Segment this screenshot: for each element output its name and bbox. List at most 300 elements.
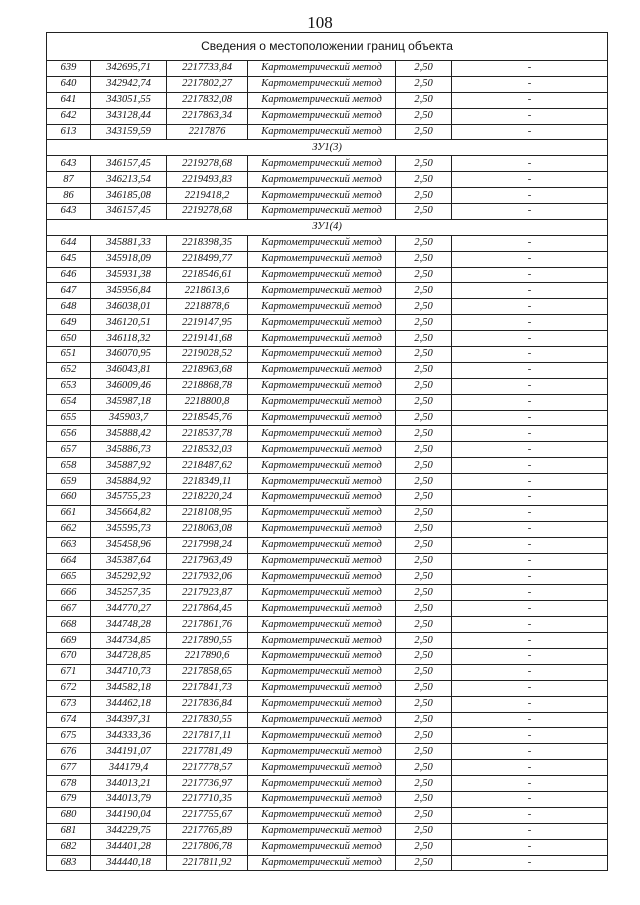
table-row xyxy=(47,474,608,490)
y-coordinate-cell: 2217781,49 xyxy=(167,744,248,760)
extra-cell: - xyxy=(452,299,608,315)
point-number-cell: 672 xyxy=(47,680,91,696)
x-coordinate-cell: 346009,46 xyxy=(91,378,167,394)
extra-cell: - xyxy=(452,839,608,855)
page-number: 108 xyxy=(307,13,333,32)
method-cell: Картометрический метод xyxy=(248,712,396,728)
method-cell: Картометрический метод xyxy=(248,696,396,712)
method-cell: Картометрический метод xyxy=(248,585,396,601)
y-coordinate-cell: 2219147,95 xyxy=(167,315,248,331)
extra-cell: - xyxy=(452,92,608,108)
x-coordinate-cell: 342942,74 xyxy=(91,76,167,92)
accuracy-cell: 2,50 xyxy=(396,188,452,204)
point-number-cell: 670 xyxy=(47,648,91,664)
y-coordinate-cell: 2217832,08 xyxy=(167,92,248,108)
method-cell: Картометрический метод xyxy=(248,728,396,744)
y-coordinate-cell: 2217998,24 xyxy=(167,537,248,553)
point-number-cell: 668 xyxy=(47,617,91,633)
method-cell: Картометрический метод xyxy=(248,807,396,823)
point-number-cell: 645 xyxy=(47,251,91,267)
table-row xyxy=(47,760,608,776)
accuracy-cell: 2,50 xyxy=(396,744,452,760)
extra-cell: - xyxy=(452,426,608,442)
table-row xyxy=(47,283,608,299)
accuracy-cell: 2,50 xyxy=(396,410,452,426)
table-row xyxy=(47,426,608,442)
table-row xyxy=(47,92,608,108)
point-number-cell: 654 xyxy=(47,394,91,410)
accuracy-cell: 2,50 xyxy=(396,617,452,633)
x-coordinate-cell: 344401,28 xyxy=(91,839,167,855)
point-number-cell: 651 xyxy=(47,347,91,363)
extra-cell: - xyxy=(452,760,608,776)
point-number-cell: 662 xyxy=(47,521,91,537)
y-coordinate-cell: 2217861,76 xyxy=(167,617,248,633)
accuracy-cell: 2,50 xyxy=(396,299,452,315)
point-number-cell: 664 xyxy=(47,553,91,569)
accuracy-cell: 2,50 xyxy=(396,156,452,172)
x-coordinate-cell: 345664,82 xyxy=(91,505,167,521)
method-cell: Картометрический метод xyxy=(248,315,396,331)
table-row xyxy=(47,362,608,378)
accuracy-cell: 2,50 xyxy=(396,601,452,617)
point-number-cell: 86 xyxy=(47,188,91,204)
extra-cell: - xyxy=(452,712,608,728)
x-coordinate-cell: 344179,4 xyxy=(91,760,167,776)
x-coordinate-cell: 344462,18 xyxy=(91,696,167,712)
accuracy-cell: 2,50 xyxy=(396,521,452,537)
point-number-cell: 675 xyxy=(47,728,91,744)
method-cell: Картометрический метод xyxy=(248,235,396,251)
method-cell: Картометрический метод xyxy=(248,378,396,394)
point-number-cell: 666 xyxy=(47,585,91,601)
extra-cell: - xyxy=(452,251,608,267)
x-coordinate-cell: 346038,01 xyxy=(91,299,167,315)
table-row xyxy=(47,394,608,410)
accuracy-cell: 2,50 xyxy=(396,267,452,283)
point-number-cell: 681 xyxy=(47,823,91,839)
point-number-cell: 658 xyxy=(47,458,91,474)
accuracy-cell: 2,50 xyxy=(396,776,452,792)
extra-cell: - xyxy=(452,569,608,585)
table-row xyxy=(47,331,608,347)
extra-cell: - xyxy=(452,855,608,871)
accuracy-cell: 2,50 xyxy=(396,680,452,696)
x-coordinate-cell: 345918,09 xyxy=(91,251,167,267)
table-row xyxy=(47,410,608,426)
extra-cell: - xyxy=(452,680,608,696)
y-coordinate-cell: 2219418,2 xyxy=(167,188,248,204)
point-number-cell: 647 xyxy=(47,283,91,299)
accuracy-cell: 2,50 xyxy=(396,696,452,712)
y-coordinate-cell: 2217890,55 xyxy=(167,633,248,649)
point-number-cell: 87 xyxy=(47,172,91,188)
table-title: Сведения о местоположении границ объекта xyxy=(47,33,608,61)
point-number-cell: 613 xyxy=(47,124,91,140)
extra-cell: - xyxy=(452,267,608,283)
x-coordinate-cell: 345458,96 xyxy=(91,537,167,553)
table-row xyxy=(47,791,608,807)
table-row xyxy=(47,124,608,140)
point-number-cell: 656 xyxy=(47,426,91,442)
table-row xyxy=(47,156,608,172)
point-number-cell: 673 xyxy=(47,696,91,712)
extra-cell: - xyxy=(452,283,608,299)
point-number-cell: 642 xyxy=(47,108,91,124)
x-coordinate-cell: 345257,35 xyxy=(91,585,167,601)
accuracy-cell: 2,50 xyxy=(396,347,452,363)
point-number-cell: 641 xyxy=(47,92,91,108)
method-cell: Картометрический метод xyxy=(248,267,396,283)
extra-cell: - xyxy=(452,458,608,474)
point-number-cell: 663 xyxy=(47,537,91,553)
x-coordinate-cell: 345956,84 xyxy=(91,283,167,299)
table-row xyxy=(47,823,608,839)
extra-cell: - xyxy=(452,696,608,712)
x-coordinate-cell: 346213,54 xyxy=(91,172,167,188)
x-coordinate-cell: 344748,28 xyxy=(91,617,167,633)
x-coordinate-cell: 344710,73 xyxy=(91,664,167,680)
method-cell: Картометрический метод xyxy=(248,124,396,140)
extra-cell: - xyxy=(452,807,608,823)
method-cell: Картометрический метод xyxy=(248,204,396,220)
point-number-cell: 682 xyxy=(47,839,91,855)
y-coordinate-cell: 2218532,03 xyxy=(167,442,248,458)
extra-cell: - xyxy=(452,791,608,807)
method-cell: Картометрический метод xyxy=(248,490,396,506)
y-coordinate-cell: 2218398,35 xyxy=(167,235,248,251)
extra-cell: - xyxy=(452,776,608,792)
extra-cell: - xyxy=(452,347,608,363)
extra-cell: - xyxy=(452,521,608,537)
point-number-cell: 667 xyxy=(47,601,91,617)
x-coordinate-cell: 346118,32 xyxy=(91,331,167,347)
accuracy-cell: 2,50 xyxy=(396,362,452,378)
y-coordinate-cell: 2217923,87 xyxy=(167,585,248,601)
x-coordinate-cell: 345888,42 xyxy=(91,426,167,442)
y-coordinate-cell: 2217858,65 xyxy=(167,664,248,680)
accuracy-cell: 2,50 xyxy=(396,442,452,458)
point-number-cell: 659 xyxy=(47,474,91,490)
x-coordinate-cell: 343128,44 xyxy=(91,108,167,124)
y-coordinate-cell: 2218868,78 xyxy=(167,378,248,394)
table-row xyxy=(47,537,608,553)
method-cell: Картометрический метод xyxy=(248,331,396,347)
method-cell: Картометрический метод xyxy=(248,299,396,315)
y-coordinate-cell: 2219493,83 xyxy=(167,172,248,188)
accuracy-cell: 2,50 xyxy=(396,108,452,124)
extra-cell: - xyxy=(452,378,608,394)
method-cell: Картометрический метод xyxy=(248,791,396,807)
boundary-coordinates-table xyxy=(46,32,608,871)
method-cell: Картометрический метод xyxy=(248,283,396,299)
point-number-cell: 671 xyxy=(47,664,91,680)
method-cell: Картометрический метод xyxy=(248,664,396,680)
point-number-cell: 661 xyxy=(47,505,91,521)
table-row xyxy=(47,267,608,283)
accuracy-cell: 2,50 xyxy=(396,791,452,807)
x-coordinate-cell: 346157,45 xyxy=(91,156,167,172)
method-cell: Картометрический метод xyxy=(248,744,396,760)
accuracy-cell: 2,50 xyxy=(396,633,452,649)
table-row xyxy=(47,458,608,474)
point-number-cell: 674 xyxy=(47,712,91,728)
accuracy-cell: 2,50 xyxy=(396,251,452,267)
accuracy-cell: 2,50 xyxy=(396,505,452,521)
y-coordinate-cell: 2218878,6 xyxy=(167,299,248,315)
extra-cell: - xyxy=(452,617,608,633)
x-coordinate-cell: 344734,85 xyxy=(91,633,167,649)
table-row xyxy=(47,585,608,601)
y-coordinate-cell: 2218063,08 xyxy=(167,521,248,537)
table-row xyxy=(47,299,608,315)
y-coordinate-cell: 2218546,61 xyxy=(167,267,248,283)
table-row xyxy=(47,251,608,267)
table-row xyxy=(47,172,608,188)
table-row xyxy=(47,807,608,823)
method-cell: Картометрический метод xyxy=(248,156,396,172)
extra-cell: - xyxy=(452,728,608,744)
x-coordinate-cell: 345987,18 xyxy=(91,394,167,410)
table-row xyxy=(47,378,608,394)
method-cell: Картометрический метод xyxy=(248,442,396,458)
accuracy-cell: 2,50 xyxy=(396,474,452,490)
point-number-cell: 669 xyxy=(47,633,91,649)
extra-cell: - xyxy=(452,664,608,680)
method-cell: Картометрический метод xyxy=(248,505,396,521)
method-cell: Картометрический метод xyxy=(248,108,396,124)
accuracy-cell: 2,50 xyxy=(396,553,452,569)
table-row xyxy=(47,648,608,664)
table-row xyxy=(47,553,608,569)
extra-cell: - xyxy=(452,188,608,204)
x-coordinate-cell: 346043,81 xyxy=(91,362,167,378)
method-cell: Картометрический метод xyxy=(248,537,396,553)
point-number-cell: 678 xyxy=(47,776,91,792)
accuracy-cell: 2,50 xyxy=(396,124,452,140)
y-coordinate-cell: 2217863,34 xyxy=(167,108,248,124)
point-number-cell: 679 xyxy=(47,791,91,807)
table-row xyxy=(47,680,608,696)
point-number-cell: 655 xyxy=(47,410,91,426)
y-coordinate-cell: 2218963,68 xyxy=(167,362,248,378)
method-cell: Картометрический метод xyxy=(248,362,396,378)
method-cell: Картометрический метод xyxy=(248,347,396,363)
table-row xyxy=(47,61,608,77)
x-coordinate-cell: 344728,85 xyxy=(91,648,167,664)
point-number-cell: 650 xyxy=(47,331,91,347)
x-coordinate-cell: 344582,18 xyxy=(91,680,167,696)
x-coordinate-cell: 345755,23 xyxy=(91,490,167,506)
accuracy-cell: 2,50 xyxy=(396,458,452,474)
extra-cell: - xyxy=(452,633,608,649)
x-coordinate-cell: 346185,08 xyxy=(91,188,167,204)
extra-cell: - xyxy=(452,442,608,458)
point-number-cell: 660 xyxy=(47,490,91,506)
y-coordinate-cell: 2217765,89 xyxy=(167,823,248,839)
accuracy-cell: 2,50 xyxy=(396,664,452,680)
accuracy-cell: 2,50 xyxy=(396,855,452,871)
table-row xyxy=(47,521,608,537)
table-row xyxy=(47,204,608,220)
table-row xyxy=(47,347,608,363)
table-row xyxy=(47,188,608,204)
accuracy-cell: 2,50 xyxy=(396,378,452,394)
x-coordinate-cell: 346157,45 xyxy=(91,204,167,220)
table-row xyxy=(47,315,608,331)
method-cell: Картометрический метод xyxy=(248,617,396,633)
y-coordinate-cell: 2219028,52 xyxy=(167,347,248,363)
accuracy-cell: 2,50 xyxy=(396,490,452,506)
accuracy-cell: 2,50 xyxy=(396,823,452,839)
method-cell: Картометрический метод xyxy=(248,776,396,792)
accuracy-cell: 2,50 xyxy=(396,172,452,188)
table-row xyxy=(47,728,608,744)
table-row xyxy=(47,601,608,617)
y-coordinate-cell: 2218220,24 xyxy=(167,490,248,506)
extra-cell: - xyxy=(452,76,608,92)
x-coordinate-cell: 342695,71 xyxy=(91,61,167,77)
point-number-cell: 677 xyxy=(47,760,91,776)
method-cell: Картометрический метод xyxy=(248,61,396,77)
accuracy-cell: 2,50 xyxy=(396,61,452,77)
method-cell: Картометрический метод xyxy=(248,172,396,188)
table-row xyxy=(47,235,608,251)
accuracy-cell: 2,50 xyxy=(396,76,452,92)
y-coordinate-cell: 2217710,35 xyxy=(167,791,248,807)
method-cell: Картометрический метод xyxy=(248,823,396,839)
x-coordinate-cell: 344333,36 xyxy=(91,728,167,744)
method-cell: Картометрический метод xyxy=(248,521,396,537)
point-number-cell: 640 xyxy=(47,76,91,92)
extra-cell: - xyxy=(452,172,608,188)
extra-cell: - xyxy=(452,156,608,172)
method-cell: Картометрический метод xyxy=(248,633,396,649)
accuracy-cell: 2,50 xyxy=(396,331,452,347)
method-cell: Картометрический метод xyxy=(248,601,396,617)
y-coordinate-cell: 2218537,78 xyxy=(167,426,248,442)
method-cell: Картометрический метод xyxy=(248,76,396,92)
y-coordinate-cell: 2217836,84 xyxy=(167,696,248,712)
x-coordinate-cell: 343051,55 xyxy=(91,92,167,108)
table-row xyxy=(47,839,608,855)
y-coordinate-cell: 2217817,11 xyxy=(167,728,248,744)
accuracy-cell: 2,50 xyxy=(396,204,452,220)
table-row xyxy=(47,569,608,585)
x-coordinate-cell: 343159,59 xyxy=(91,124,167,140)
point-number-cell: 648 xyxy=(47,299,91,315)
extra-cell: - xyxy=(452,474,608,490)
accuracy-cell: 2,50 xyxy=(396,537,452,553)
x-coordinate-cell: 345595,73 xyxy=(91,521,167,537)
table-row xyxy=(47,490,608,506)
y-coordinate-cell: 2218108,95 xyxy=(167,505,248,521)
point-number-cell: 644 xyxy=(47,235,91,251)
table-title-row xyxy=(47,33,608,61)
x-coordinate-cell: 345881,33 xyxy=(91,235,167,251)
accuracy-cell: 2,50 xyxy=(396,235,452,251)
method-cell: Картометрический метод xyxy=(248,410,396,426)
method-cell: Картометрический метод xyxy=(248,648,396,664)
point-number-cell: 646 xyxy=(47,267,91,283)
accuracy-cell: 2,50 xyxy=(396,92,452,108)
accuracy-cell: 2,50 xyxy=(396,712,452,728)
point-number-cell: 683 xyxy=(47,855,91,871)
extra-cell: - xyxy=(452,744,608,760)
y-coordinate-cell: 2218349,11 xyxy=(167,474,248,490)
y-coordinate-cell: 2219278,68 xyxy=(167,156,248,172)
method-cell: Картометрический метод xyxy=(248,855,396,871)
x-coordinate-cell: 344229,75 xyxy=(91,823,167,839)
method-cell: Картометрический метод xyxy=(248,760,396,776)
extra-cell: - xyxy=(452,648,608,664)
extra-cell: - xyxy=(452,108,608,124)
extra-cell: - xyxy=(452,315,608,331)
point-number-cell: 643 xyxy=(47,204,91,220)
accuracy-cell: 2,50 xyxy=(396,315,452,331)
x-coordinate-cell: 344013,79 xyxy=(91,791,167,807)
point-number-cell: 653 xyxy=(47,378,91,394)
y-coordinate-cell: 2217811,92 xyxy=(167,855,248,871)
point-number-cell: 639 xyxy=(47,61,91,77)
y-coordinate-cell: 2217736,97 xyxy=(167,776,248,792)
y-coordinate-cell: 2218499,77 xyxy=(167,251,248,267)
method-cell: Картометрический метод xyxy=(248,426,396,442)
y-coordinate-cell: 2217932,06 xyxy=(167,569,248,585)
point-number-cell: 652 xyxy=(47,362,91,378)
y-coordinate-cell: 2217806,78 xyxy=(167,839,248,855)
extra-cell: - xyxy=(452,204,608,220)
table-row xyxy=(47,776,608,792)
x-coordinate-cell: 345931,38 xyxy=(91,267,167,283)
extra-cell: - xyxy=(452,362,608,378)
x-coordinate-cell: 345884,92 xyxy=(91,474,167,490)
table-row xyxy=(47,617,608,633)
section-row xyxy=(47,219,608,235)
extra-cell: - xyxy=(452,124,608,140)
extra-cell: - xyxy=(452,61,608,77)
y-coordinate-cell: 2219141,68 xyxy=(167,331,248,347)
x-coordinate-cell: 346070,95 xyxy=(91,347,167,363)
method-cell: Картометрический метод xyxy=(248,188,396,204)
x-coordinate-cell: 344440,18 xyxy=(91,855,167,871)
y-coordinate-cell: 2218545,76 xyxy=(167,410,248,426)
method-cell: Картометрический метод xyxy=(248,680,396,696)
point-number-cell: 665 xyxy=(47,569,91,585)
accuracy-cell: 2,50 xyxy=(396,283,452,299)
y-coordinate-cell: 2217778,57 xyxy=(167,760,248,776)
extra-cell: - xyxy=(452,331,608,347)
y-coordinate-cell: 2217830,55 xyxy=(167,712,248,728)
x-coordinate-cell: 344770,27 xyxy=(91,601,167,617)
accuracy-cell: 2,50 xyxy=(396,585,452,601)
method-cell: Картометрический метод xyxy=(248,474,396,490)
point-number-cell: 649 xyxy=(47,315,91,331)
x-coordinate-cell: 344013,21 xyxy=(91,776,167,792)
table-row xyxy=(47,712,608,728)
point-number-cell: 657 xyxy=(47,442,91,458)
x-coordinate-cell: 345387,64 xyxy=(91,553,167,569)
x-coordinate-cell: 346120,51 xyxy=(91,315,167,331)
x-coordinate-cell: 344191,07 xyxy=(91,744,167,760)
section-label: ЗУ1(4) xyxy=(47,219,608,235)
accuracy-cell: 2,50 xyxy=(396,394,452,410)
point-number-cell: 680 xyxy=(47,807,91,823)
y-coordinate-cell: 2217963,49 xyxy=(167,553,248,569)
table-row xyxy=(47,505,608,521)
extra-cell: - xyxy=(452,235,608,251)
x-coordinate-cell: 345887,92 xyxy=(91,458,167,474)
